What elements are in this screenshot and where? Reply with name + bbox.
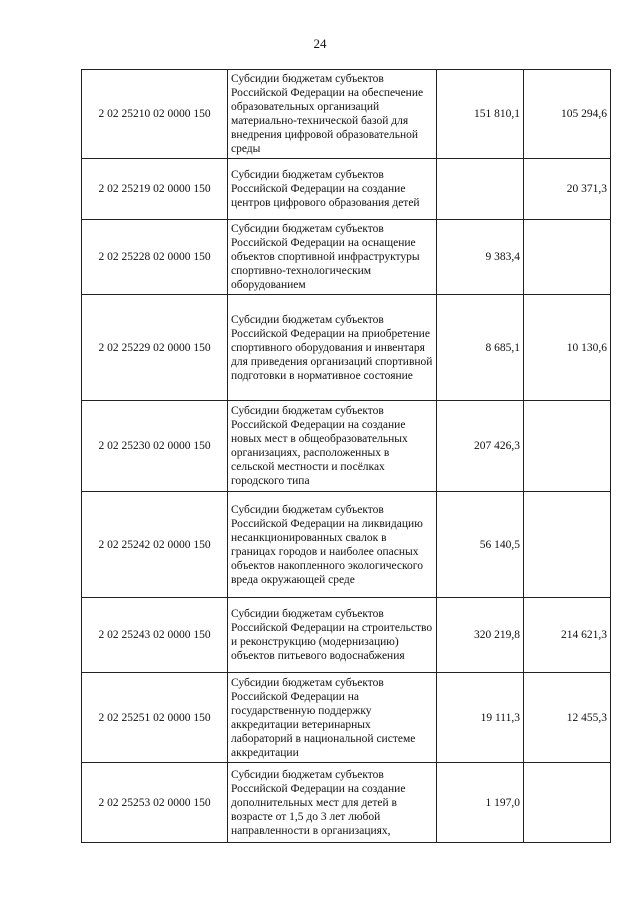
- amount-2: 10 130,6: [524, 295, 611, 401]
- amount-1: [437, 159, 524, 220]
- subsidy-description: Субсидии бюджетам субъектов Российской Федерации на создание центров цифрового образования детей: [228, 159, 437, 220]
- amount-1: 1 197,0: [437, 763, 524, 843]
- budget-code: 2 02 25210 02 0000 150: [82, 70, 228, 159]
- amount-1: 320 219,8: [437, 598, 524, 673]
- amount-2: [524, 763, 611, 843]
- subsidy-description: Субсидии бюджетам субъектов Российской Федерации на ликвидацию несанкционированных свалок в границах городов и наиболее опасных объектов накопленного экологического вреда окружающей среде: [228, 492, 437, 598]
- page-number: 24: [313, 36, 327, 51]
- subsidy-description: Субсидии бюджетам субъектов Российской Федерации на оснащение объектов спортивной инфраструктуры спортивно-технологическим оборудованием: [228, 220, 437, 295]
- table-row: [82, 70, 611, 159]
- table-row: [82, 401, 611, 492]
- table-row: [82, 159, 611, 220]
- amount-1: 8 685,1: [437, 295, 524, 401]
- amount-1: 207 426,3: [437, 401, 524, 492]
- subsidy-description: Субсидии бюджетам субъектов Российской Федерации на государственную поддержку аккредитации ветеринарных лабораторий в национальной системе аккредитации: [228, 673, 437, 763]
- budget-code: 2 02 25251 02 0000 150: [82, 673, 228, 763]
- budget-table: [81, 69, 611, 843]
- table-row: [82, 220, 611, 295]
- table-row: [82, 598, 611, 673]
- budget-code: 2 02 25243 02 0000 150: [82, 598, 228, 673]
- amount-1: 151 810,1: [437, 70, 524, 159]
- table-row: [82, 492, 611, 598]
- budget-code: 2 02 25230 02 0000 150: [82, 401, 228, 492]
- amount-1: 19 111,3: [437, 673, 524, 763]
- subsidy-description: Субсидии бюджетам субъектов Российской Федерации на приобретение спортивного оборудования и инвентаря для приведения организаций спортивной подготовки в нормативное состояние: [228, 295, 437, 401]
- budget-code: 2 02 25228 02 0000 150: [82, 220, 228, 295]
- amount-2: 105 294,6: [524, 70, 611, 159]
- table-row: [82, 763, 611, 843]
- table-row: [82, 673, 611, 763]
- amount-2: [524, 492, 611, 598]
- subsidy-description: Субсидии бюджетам субъектов Российской Федерации на создание новых мест в общеобразовательных организациях, расположенных в сельской местности и посёлках городского типа: [228, 401, 437, 492]
- budget-code: 2 02 25219 02 0000 150: [82, 159, 228, 220]
- amount-2: 20 371,3: [524, 159, 611, 220]
- budget-code: 2 02 25229 02 0000 150: [82, 295, 228, 401]
- amount-2: 12 455,3: [524, 673, 611, 763]
- subsidy-description: Субсидии бюджетам субъектов Российской Федерации на создание дополнительных мест для детей в возрасте от 1,5 до 3 лет любой направленности в организациях,: [228, 763, 437, 843]
- subsidy-description: Субсидии бюджетам субъектов Российской Федерации на строительство и реконструкцию (модернизацию) объектов питьевого водоснабжения: [228, 598, 437, 673]
- amount-1: 56 140,5: [437, 492, 524, 598]
- subsidy-description: Субсидии бюджетам субъектов Российской Федерации на обеспечение образовательных организаций материально-технической базой для внедрения цифровой образовательной среды: [228, 70, 437, 159]
- amount-2: [524, 220, 611, 295]
- budget-code: 2 02 25253 02 0000 150: [82, 763, 228, 843]
- amount-1: 9 383,4: [437, 220, 524, 295]
- table-row: [82, 295, 611, 401]
- amount-2: 214 621,3: [524, 598, 611, 673]
- amount-2: [524, 401, 611, 492]
- budget-code: 2 02 25242 02 0000 150: [82, 492, 228, 598]
